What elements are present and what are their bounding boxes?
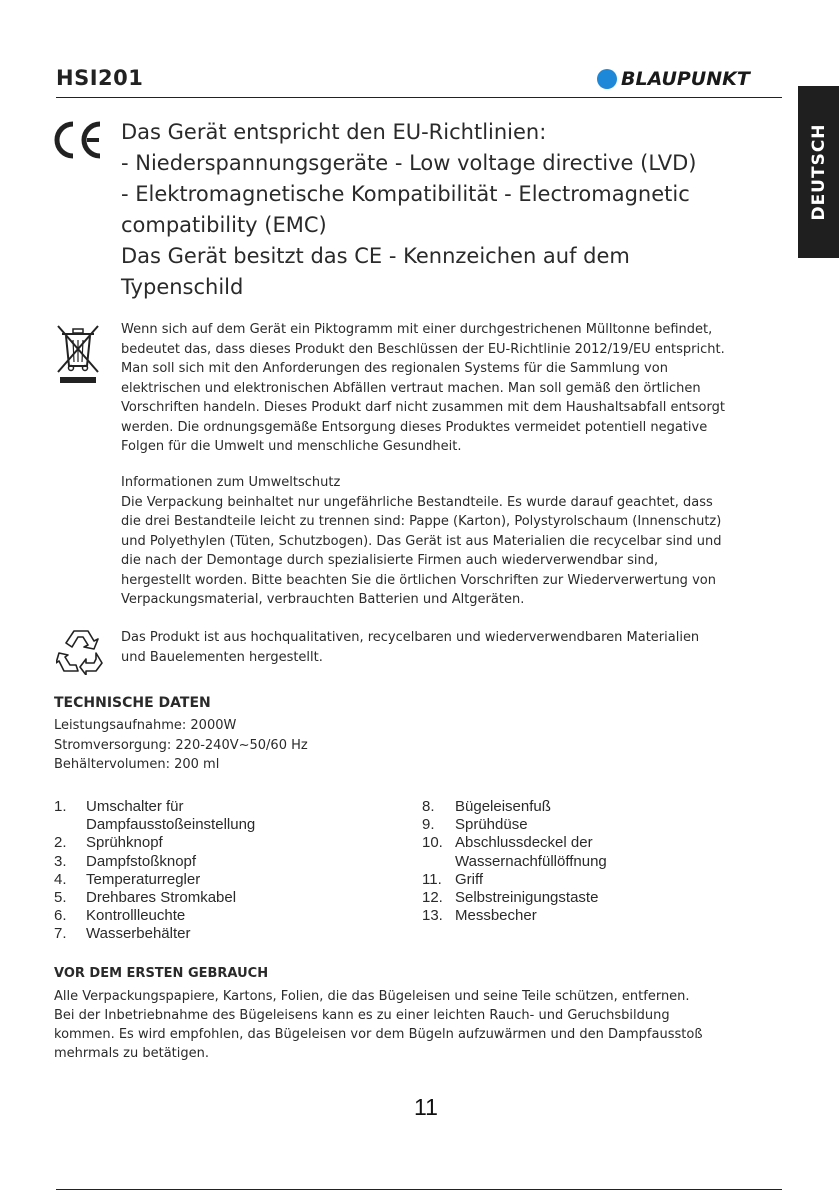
part-number: 8. [422, 798, 435, 815]
part-number: 4. [54, 870, 67, 888]
ce-line: - Niederspannungsgeräte - Low voltage directive (LVD) [121, 151, 697, 175]
footer-divider [56, 1189, 782, 1190]
tech-spec: Leistungsaufnahme: 2000W [54, 718, 237, 733]
parts-list-left [54, 798, 255, 944]
recycle-line: und Bauelementen hergestellt. [121, 649, 323, 665]
part-name: Wasserbehälter [86, 925, 191, 943]
list-item [422, 834, 607, 852]
first-use-line: Alle Verpackungspapiere, Kartons, Folien, die das Bügeleisen und seine Teile schützen, entfernen. [54, 989, 690, 1004]
first-use-paragraph [54, 987, 703, 1063]
part-number: 1. [54, 798, 67, 815]
ce-line: compatibility (EMC) [121, 213, 327, 237]
part-name: Messbecher [455, 907, 537, 925]
list-item [422, 853, 607, 871]
ce-line: - Elektromagnetische Kompatibilität - Electromagnetic [121, 182, 690, 206]
part-number [54, 816, 86, 834]
part-number: 12. [422, 889, 443, 907]
list-item [422, 816, 607, 834]
list-item [54, 889, 255, 907]
tech-title: TECHNISCHE DATEN [54, 695, 211, 711]
parts-list-right [422, 798, 607, 925]
header-divider [56, 97, 782, 98]
list-item [54, 853, 255, 871]
part-name: Dampfausstoßeinstellung [86, 816, 256, 834]
tech-specs [54, 716, 308, 775]
part-name: Drehbares Stromkabel [86, 889, 237, 907]
part-number: 13. [422, 907, 443, 925]
recycle-line: Das Produkt ist aus hochqualitativen, recycelbaren und wiederverwendbaren Materialien [121, 630, 700, 645]
ce-mark-icon [53, 120, 105, 160]
part-name: Abschlussdeckel der [455, 834, 593, 852]
ce-statement [121, 117, 786, 303]
part-name: Griff [455, 870, 484, 888]
environment-paragraph [121, 473, 786, 610]
part-name: Sprühdüse [455, 816, 528, 834]
weee-line: Man soll sich mit den Anforderungen des regionalen Systems für die Sammlung von [121, 361, 668, 376]
weee-line: werden. Die ordnungsgemäße Entsorgung dieses Produktes vermeidet potentiell negative [121, 419, 708, 435]
list-item [54, 798, 255, 816]
crossed-bin-icon [54, 322, 102, 384]
environment-line: und Polyethylen (Tüten, Schutzbogen). Das Gerät ist aus Materialien die recycelbar sind und [121, 533, 722, 549]
part-name: Temperaturregler [86, 870, 201, 888]
part-number: 11. [422, 870, 442, 888]
weee-line: Wenn sich auf dem Gerät ein Piktogramm mit einer durchgestrichenen Mülltonne befindet, [121, 322, 713, 337]
model-title: HSI201 [56, 66, 144, 90]
part-number: 3. [54, 852, 67, 870]
weee-line: Vorschriften handeln. Dieses Produkt darf nicht zusammen mit dem Haushaltsabfall entsorgt [121, 400, 725, 415]
part-number: 10. [422, 834, 443, 852]
part-name: Bügeleisenfuß [455, 798, 551, 815]
environment-line: die nach der Demontage durch spezialisierte Firmen auch wiederverwendbar sind, [121, 553, 659, 568]
part-name: Wassernachfüllöffnung [455, 852, 607, 870]
brand-name: BLAUPUNKT [621, 68, 750, 90]
part-number: 6. [54, 907, 67, 925]
weee-paragraph [121, 320, 786, 457]
list-item [422, 798, 607, 816]
list-item [422, 889, 607, 907]
environment-line: die drei Bestandteile leicht zu trennen sind: Pappe (Karton), Polystyrolschaum (Innenschutz) [121, 514, 722, 529]
part-name: Umschalter für [86, 798, 184, 815]
part-number: 2. [54, 834, 67, 852]
recycle-paragraph [121, 628, 786, 667]
part-number: 9. [422, 816, 435, 834]
page-number: 11 [414, 1094, 438, 1120]
list-item [54, 816, 255, 834]
ce-line: Typenschild [121, 275, 244, 299]
tech-spec: Stromversorgung: 220-240V~50/60 Hz [54, 737, 308, 753]
part-name: Selbstreinigungstaste [455, 889, 599, 907]
weee-line: Folgen für die Umwelt und menschliche Gesundheit. [121, 439, 462, 454]
list-item [54, 871, 255, 889]
first-use-line: Bei der Inbetriebnahme des Bügeleisens kann es zu einer leichten Rauch- und Geruchsbildung [54, 1008, 670, 1023]
weee-line: bedeutet das, dass dieses Produkt den Beschlüssen der EU-Richtlinie 2012/19/EU entspricht. [121, 341, 725, 357]
part-number: 5. [54, 889, 67, 907]
part-number: 7. [54, 925, 67, 943]
environment-line: Verpackungsmaterial, verbrauchten Batterien und Altgeräten. [121, 592, 525, 607]
brand-dot-icon [597, 69, 617, 89]
part-number [422, 853, 455, 871]
list-item [54, 834, 255, 852]
part-name: Sprühknopf [86, 834, 163, 852]
environment-line: Informationen zum Umweltschutz [121, 475, 341, 490]
environment-line: hergestellt worden. Bitte beachten Sie die örtlichen Vorschriften zur Wiederverwertung von [121, 572, 716, 588]
first-use-title: VOR DEM ERSTEN GEBRAUCH [54, 966, 269, 981]
ce-line: Das Gerät besitzt das CE - Kennzeichen auf dem [121, 244, 630, 268]
brand-logo [597, 68, 750, 90]
first-use-line: kommen. Es wird empfohlen, das Bügeleisen vor dem Bügeln aufzuwärmen und den Dampfausstoß [54, 1027, 703, 1042]
language-tab [798, 86, 839, 258]
recycle-icon [56, 625, 106, 675]
environment-line: Die Verpackung beinhaltet nur ungefährliche Bestandteile. Es wurde darauf geachtet, dass [121, 494, 713, 510]
part-name: Kontrollleuchte [86, 907, 186, 925]
list-item [54, 907, 255, 925]
list-item [54, 925, 255, 943]
tech-spec: Behältervolumen: 200 ml [54, 757, 220, 772]
weee-line: elektrischen und elektronischen Abfällen vertraut machen. Man soll gemäß den örtlichen [121, 380, 701, 396]
list-item [422, 907, 607, 925]
language-tab-label: DEUTSCH [808, 123, 829, 221]
first-use-line: mehrmals zu betätigen. [54, 1046, 210, 1061]
ce-line: Das Gerät entspricht den EU-Richtlinien: [121, 120, 547, 144]
list-item [422, 871, 607, 889]
part-name: Dampfstoßknopf [86, 852, 197, 870]
